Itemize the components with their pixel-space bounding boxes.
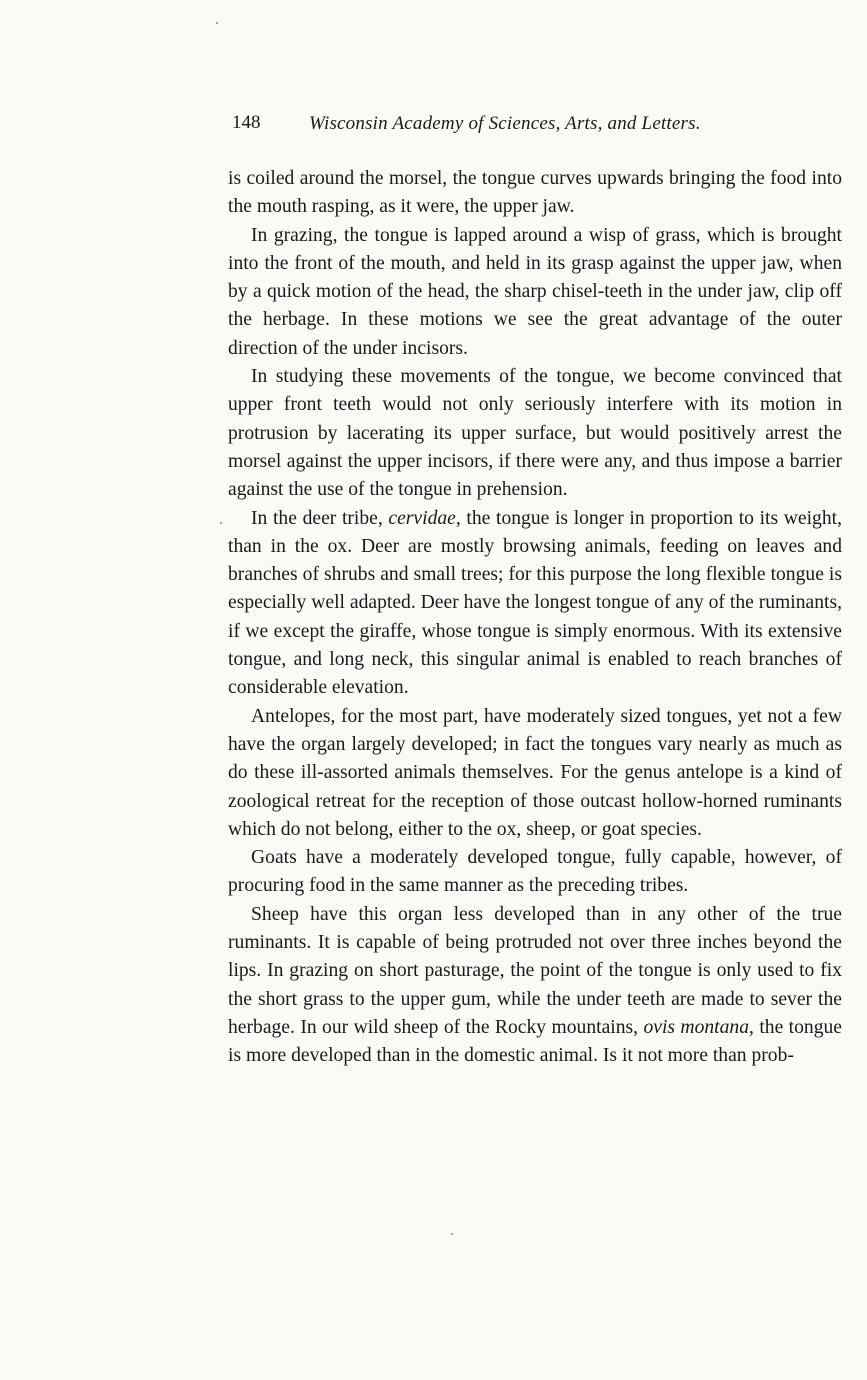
paragraph-coiled bbox=[228, 165, 842, 222]
paragraph-studying bbox=[228, 363, 842, 504]
paragraph-text: , the tongue is longer in proportion to its weight, than in the ox. Deer are mostly browsing animals, feeding on leaves and branches of shrubs and small trees; for this purpose the long flexible tongue is especially well adapted. Deer have the longest tongue of any of the ruminants, if we except the giraffe, whose tongue is simply enormous. With its extensive tongue, and long neck, this singular animal is enabled to reach branches of considerable elevation. bbox=[228, 507, 842, 699]
paragraph-text: Antelopes, for the most part, have moderately sized tongues, yet not a few have the organ largely developed; in fact the tongues vary nearly as much as do these ill-assorted animals themselves. For the genus antelope is a kind of zoological retreat for the reception of those outcast hollow-horned ruminants which do not belong, either to the ox, sheep, or goat species. bbox=[228, 705, 842, 840]
italic-term-cervidae: cervidae bbox=[388, 507, 456, 529]
paragraph-grazing bbox=[228, 222, 842, 363]
paragraph-text: In studying these movements of the tongue, we become convinced that upper front teeth would not only seriously interfere with its motion in protrusion by lacerating its upper surface, but would positively arrest the morsel against the upper incisors, if there were any, and thus impose a barrier against the use of the tongue in prehension. bbox=[228, 366, 842, 501]
paragraph-text: , the tongue is more developed than in the domestic animal. Is it not more than prob- bbox=[228, 1016, 843, 1067]
page-header bbox=[232, 112, 792, 140]
paragraph-text: In the deer tribe, bbox=[251, 507, 389, 529]
paragraph-goats bbox=[228, 844, 842, 901]
paper-speck bbox=[451, 1233, 453, 1235]
paragraph-text: Goats have a moderately developed tongue, fully capable, however, of procuring food in the same manner as the preceding tribes. bbox=[228, 847, 842, 897]
paragraph-antelopes bbox=[228, 703, 842, 844]
paragraph-text: In grazing, the tongue is lapped around a wisp of grass, which is brought into the front of the mouth, and held in its grasp against the upper jaw, when by a quick motion of the head, the sharp chisel-teeth in the under jaw, clip off the herbage. In these motions we see the great advantage of the outer direction of the under incisors. bbox=[228, 224, 842, 359]
paper-speck bbox=[216, 22, 218, 24]
paragraph-text: is coiled around the morsel, the tongue curves upwards bringing the food into the mouth rasping, as it were, the upper jaw. bbox=[228, 168, 842, 218]
paragraph-text: Sheep have this organ less developed than in any other of the true ruminants. It is capable of being protruded not over three inches beyond the lips. In grazing on short pasturage, the point of the tongue is only used to fix the short grass to the upper gum, while the under teeth are made to sever the herbage. In our wild sheep of the Rocky mountains, bbox=[228, 903, 842, 1038]
body-text bbox=[228, 165, 842, 1071]
paper-speck bbox=[220, 522, 222, 524]
running-title: Wisconsin Academy of Sciences, Arts, and Letters. bbox=[309, 113, 701, 134]
paragraph-deer bbox=[228, 505, 842, 703]
italic-term-ovis-montana: ovis montana bbox=[643, 1016, 750, 1038]
page-number: 148 bbox=[232, 112, 261, 133]
paragraph-sheep bbox=[228, 901, 842, 1071]
